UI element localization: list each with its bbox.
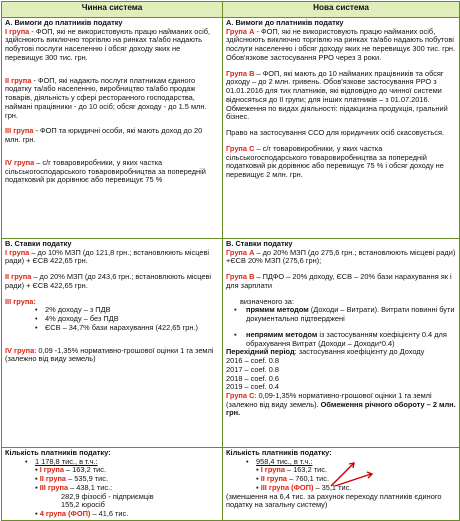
new-count-group-c: ▪ ІІІ група (ФОП) – 35,1 тис.	[256, 482, 352, 492]
old-count-group4: ▪ 4 група (ФОП) – 41,6 тис.	[35, 509, 129, 519]
old-count-group2: ▪ ІІ група – 535,9 тис.	[35, 474, 109, 484]
section-b-title-new: В. Ставки податку	[226, 239, 293, 248]
section-a-title: А. Вимоги до платників податку	[5, 18, 123, 27]
new-group-a: Група А - ФОП, які не використовують працю найманих осіб, здійснюють виключно торгівлю на ринках та/або надають побутові послуги населенню і обсяг доходу яких не перевищує 300 тис. грн. Обов'язкове застосування РРО через 3 роки.	[226, 26, 456, 62]
section-a-row	[2, 18, 460, 239]
coef-row: 2017 – coef. 0.8	[226, 364, 280, 374]
section-b-old	[2, 239, 223, 448]
section-b-title: В. Ставки податку	[5, 239, 72, 248]
section-c-row	[2, 448, 460, 521]
direct-method: ▪ прямим методом (Доходи – Витрати). Витрати повинні бути документально підтверджені	[226, 306, 456, 323]
old-count-group1: ▪ І група – 163,2 тис.	[35, 465, 107, 475]
old-rate-group1: І група – до 10% МЗП (до 121,8 грн.; встановлюють місцеві ради) + ЄСВ 422,65 грн.	[5, 247, 210, 266]
new-group-b: Група В – ФОП, які мають до 10 найманих працівників та обсяг доходу – до 2 млн. гривень. Обов'язкове застосування РРО з 01.01.2016 для тих платників, які відповідно до чинної системи відносяться до ІІ групи; для інших платників – з 01.07.2016. Обмеження по видах діяльності: підакцизна продукція, гральний бізнес.	[226, 68, 448, 122]
new-ssco-note: Право на застосування ССО для юридичних осіб скасовується.	[226, 128, 445, 138]
section-a-title-new: А. Вимоги до платників податку	[226, 18, 344, 27]
section-c-title: Кількість платників податку:	[5, 448, 111, 457]
old-count-group3: ▪ ІІІ група – 438,1 тис.:	[35, 482, 113, 492]
old-rate-group3-label: ІІІ група:	[5, 296, 36, 306]
new-count-group-b: ▪ ІІ група – 760,1 тис.	[256, 474, 330, 484]
old-group2: ІІ група - ФОП, які надають послуги платникам єдиного податку та/або населенню, виробництво та/або продаж товарів, діяльність у сфері ресторанного господарства, наймані працівники - до 10 осіб; обсяг доходу - до 1.5 млн. грн.	[5, 75, 207, 120]
old-group4: IV група – с/г товаровиробники, у яких частка сільськогосподарського товаровиробництва за попередній податковий рік дорівнює або перевищує 75 %	[5, 157, 206, 185]
section-c-old	[2, 448, 223, 521]
old-count-group3-sub: 155,2 юросіб	[61, 500, 105, 510]
coef-row: 2018 – coef. 0.6	[226, 373, 280, 383]
section-c-title-new: Кількість платників податку:	[226, 448, 332, 457]
old-count-group3-sub: 282,9 фізосіб - підприємців	[61, 491, 154, 501]
new-rate-group-a: Група А – до 20% МЗП (до 275,6 грн.; встановлюють місцеві ради) +ЄСВ 20% МЗП (275,6 грн);	[226, 247, 456, 266]
old-rate-group3-item: • 4% доходу – без ПДВ	[5, 315, 219, 324]
coef-row: 2016 – coef. 0.8	[226, 356, 280, 366]
defined-by-label: визначеного за:	[240, 296, 294, 306]
old-total: • 1 178,8 тис., в т.ч.:	[5, 458, 219, 467]
section-b-new	[223, 239, 460, 448]
header-new-system: Нова система	[223, 2, 460, 18]
new-count-note: (зменшення на 6,4 тис. за рахунок переходу платників єдиного податку на загальну систему)	[226, 491, 442, 510]
new-group-c: Група С – с/г товаровиробники, у яких частка сільськогосподарського товаровиробництва за попередній податковий рік дорівнює або перевищує 75 % і обсяг доходу не перевищує 2 млн. грн.	[226, 143, 444, 180]
new-count-group-a: ▪ І група – 163,2 тис.	[256, 465, 328, 475]
coef-row: 2019 – coef. 0.4	[226, 382, 280, 392]
transition-period: Перехідний період: застосування коефіцієнту до Доходу	[226, 347, 425, 357]
old-rate-group4: IV група: 0,09 -1,35% нормативно-грошової оцінки 1 га землі (залежно від виду земель)	[5, 345, 214, 364]
header-current-system: Чинна система	[2, 2, 223, 18]
new-total: • 958,4 тис., в т.ч.:	[226, 458, 456, 467]
transfer-arrows-icon	[323, 460, 383, 488]
old-group3: ІІІ група - ФОП та юридичні особи, які мають доход до 20 млн. грн.	[5, 126, 203, 145]
new-rate-group-c: Група С: 0,09-1,35% нормативно-грошової оцінки 1 га землі (залежно від виду земель). Обмеження річного обороту – 2 млн. грн.	[226, 391, 456, 418]
new-rate-group-b: Група В – ПДФО – 20% доходу, ЄСВ – 20% бази нарахування як і для зарплати	[226, 272, 452, 290]
old-rate-group2: ІІ група – до 20% МЗП (до 243,6 грн.; встановлюють місцеві ради) + ЄСВ 422,65 грн.	[5, 272, 212, 290]
section-a-new	[223, 18, 460, 239]
section-b-row	[2, 239, 460, 448]
comparison-table	[1, 1, 460, 521]
header-row	[2, 2, 460, 18]
old-rate-group3-item: • 2% доходу – з ПДВ	[5, 306, 219, 315]
indirect-method: ▪ непрямим методом із застосуванням коефіцієнту 0.4 для обрахування Витрат (Доходи – Доходи*0.4)	[226, 331, 456, 348]
old-rate-group3-item: • ЄСВ – 34,7% бази нарахування (422,65 грн.)	[5, 324, 219, 333]
old-group1: І група - ФОП, які не використовують працю найманих осіб, здійснюють виключно торгівлю на ринках та/або надають побутові послуги населенню і обсяг доходу яких не перевищує 300 тис. грн.	[5, 26, 211, 62]
section-c-new	[223, 448, 460, 521]
section-a-old	[2, 18, 223, 239]
